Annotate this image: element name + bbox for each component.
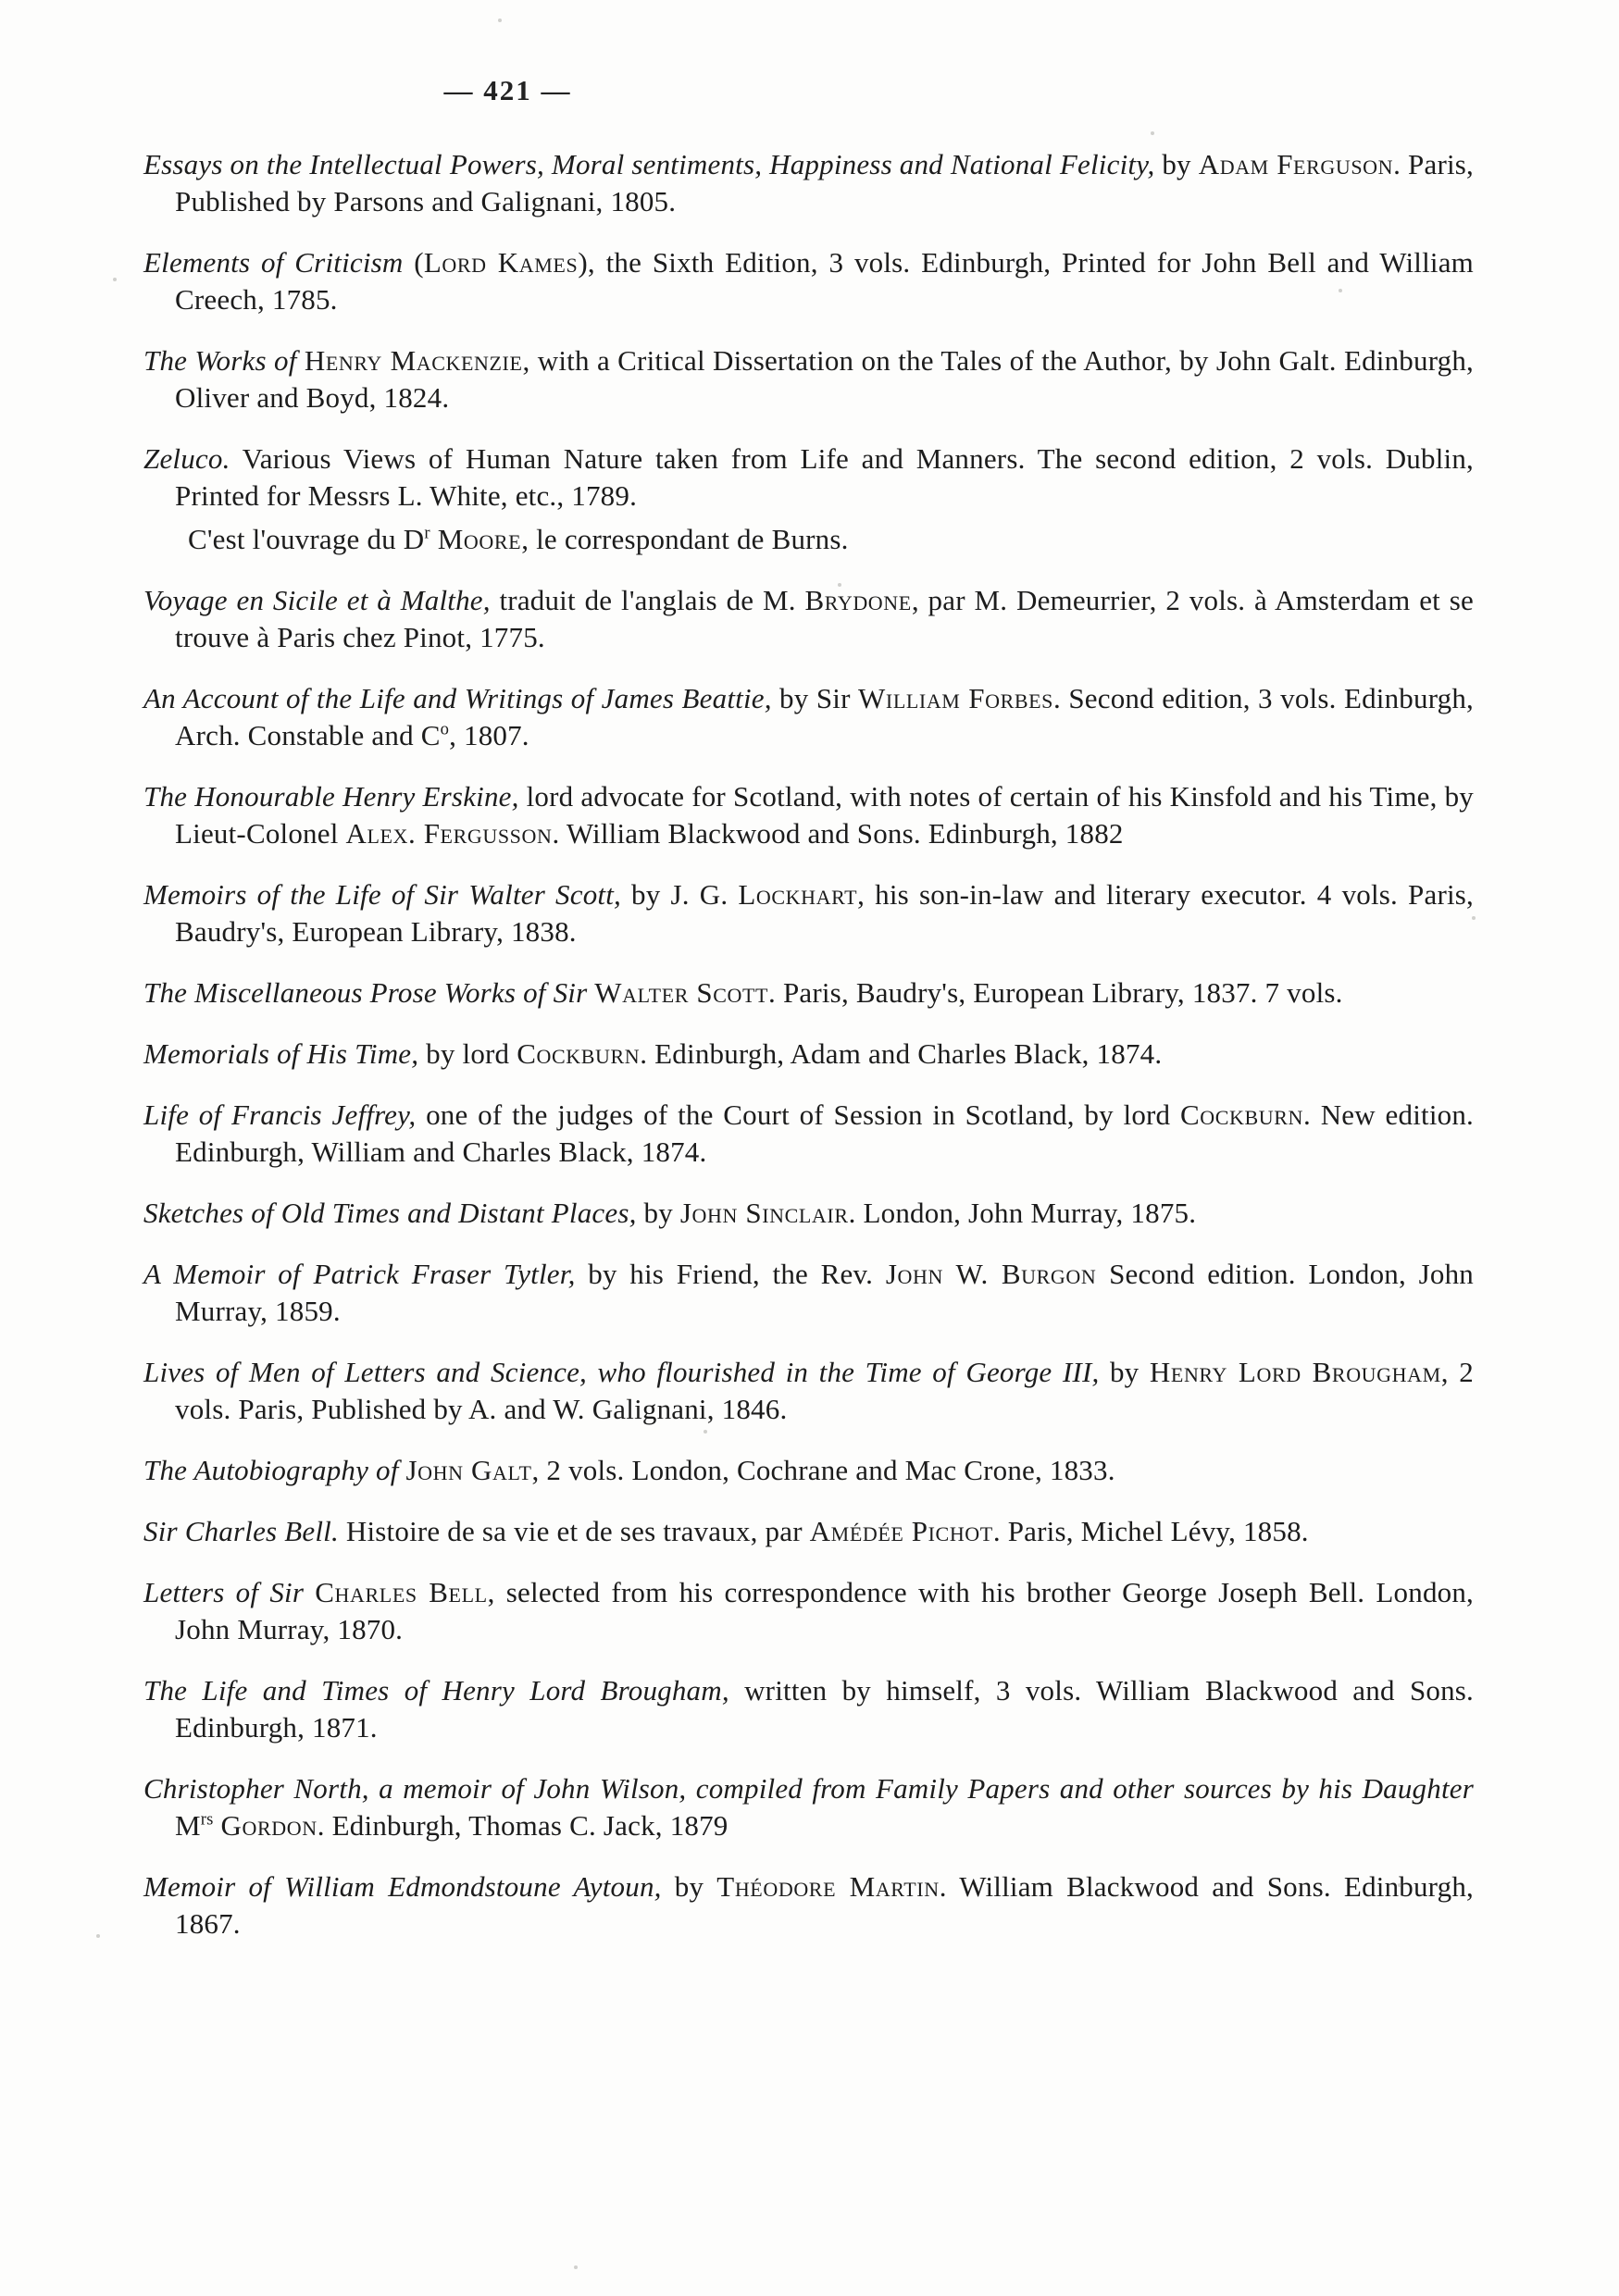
entry-paragraph [143,146,1474,220]
bibliography-entry [143,1672,1474,1746]
bibliography-entry [143,1256,1474,1330]
bibliography-entry [143,1036,1474,1073]
entry-segment-smallcaps: John Sinclair [679,1197,849,1229]
entry-segment-superscript: r [424,523,430,543]
entry-segment-regular: . New edition. Edinburgh, William and Charles Black, 1874. [175,1098,1474,1168]
entry-segment-regular: by [661,1870,717,1903]
entry-paragraph [143,876,1474,950]
scan-speck [574,2265,578,2269]
entry-segment-regular: Second edition. London, John Murray, 1859. [175,1258,1474,1327]
entry-segment-regular: . Paris, Published by Parsons and Galignani, 1805. [175,148,1474,217]
scan-speck [498,19,502,22]
bibliography-entry [143,342,1474,416]
entry-segment-smallcaps: Amédée Pichot [809,1515,993,1547]
bibliography-entry [143,680,1474,754]
entry-segment-italic: The Autobiography of [143,1454,406,1486]
entry-segment-regular: Various Views of Human Nature taken from Life and Manners. The second edition, 2 vols. Dublin, Printed for Messrs L. White, etc., 1789. [175,442,1474,512]
entry-segment-regular: . Second edition, 3 vols. Edinburgh, Arch. Constable and C [175,682,1475,751]
entry-segment-smallcaps: Brydone [804,584,912,616]
entry-segment-regular: . Edinburgh, Thomas C. Jack, 1879 [317,1809,729,1842]
entry-segment-regular: , with a Critical Dissertation on the Tales of the Author, by John Galt. Edinburgh, Oliver and Boyd, 1824. [175,344,1475,414]
entry-segment-regular: by [636,1197,680,1229]
entry-paragraph [143,1097,1474,1171]
entry-segment-regular: Histoire de sa vie et de ses travaux, par [338,1515,810,1547]
entry-segment-regular: written by himself, 3 vols. William Blackwood and Sons. Edinburgh, 1871. [175,1674,1475,1744]
entry-segment-regular: , selected from his correspondence with his brother George Joseph Bell. London, John Murray, 1870. [175,1576,1474,1645]
entry-segment-regular: by [1099,1356,1150,1388]
entry-segment-italic: Zeluco. [143,442,230,475]
entry-paragraph [143,1868,1474,1942]
bibliography-entry [143,1354,1474,1428]
entry-list [143,146,1474,1942]
entry-paragraph [143,778,1474,852]
entry-paragraph [143,441,1474,515]
entry-segment-regular [430,523,438,555]
scan-speck [1472,916,1476,920]
entry-segment-regular: by his Friend, the Rev. [575,1258,886,1290]
entry-segment-smallcaps: Lockhart [738,878,858,911]
bibliography-entry [143,582,1474,656]
entry-paragraph [143,1354,1474,1428]
entry-segment-regular: lord advocate for Scotland, with notes of certain of his Kinsfold and his Time, by Lieut-Colonel [175,780,1474,850]
entry-segment-smallcaps: Charles Bell [315,1576,488,1608]
bibliography-entry [143,876,1474,950]
entry-paragraph [143,582,1474,656]
bibliography-entry [143,1770,1474,1844]
entry-paragraph [143,1574,1474,1648]
entry-segment-regular: , le correspondant de Burns. [521,523,849,555]
entry-segment-regular: C'est l'ouvrage du D [188,523,425,555]
bibliography-entry [143,1452,1474,1489]
entry-segment-smallcaps: Théodore Martin [716,1870,940,1903]
entry-segment-italic: Memoir of William Edmondstoune Aytoun, [143,1870,662,1903]
scan-speck [704,1430,707,1433]
entry-segment-regular: , 2 vols. London, Cochrane and Mac Crone, 1833. [531,1454,1115,1486]
entry-segment-italic: Elements of Criticism [143,246,404,279]
entry-paragraph [143,1770,1474,1844]
entry-segment-regular: . Paris, Michel Lévy, 1858. [992,1515,1309,1547]
bibliography-entry [143,974,1474,1011]
entry-segment-italic: Memorials of His Time, [143,1037,419,1070]
entry-segment-italic: Lives of Men of Letters and Science, who flourished in the Time of George III, [143,1356,1100,1388]
entry-segment-regular: . William Blackwood and Sons. Edinburgh, 1882 [552,817,1124,850]
entry-note [143,521,1474,558]
entry-segment-regular: . London, John Murray, 1875. [848,1197,1197,1229]
entry-segment-regular: by Sir [771,682,859,714]
entry-segment-italic: Life of Francis Jeffrey, [143,1098,417,1131]
entry-segment-italic: A Memoir of Patrick Fraser Tytler, [143,1258,576,1290]
entry-segment-superscript: rs [200,1809,214,1830]
entry-segment-superscript: o [440,719,450,739]
entry-segment-regular: by J. G. [620,878,739,911]
bibliography-entry [143,1868,1474,1942]
entry-segment-italic: Letters of Sir [143,1576,316,1608]
scan-speck [1398,1883,1401,1887]
entry-paragraph [143,1452,1474,1489]
bibliography-entry [143,146,1474,220]
entry-paragraph [143,1672,1474,1746]
scan-speck [838,583,841,587]
entry-segment-italic: Essays on the Intellectual Powers, Moral sentiments, Happiness and National Felicity, [143,148,1155,180]
entry-segment-smallcaps: Adam Ferguson [1198,148,1394,180]
scan-speck [113,278,117,281]
entry-segment-smallcaps: Gordon [220,1809,318,1842]
scan-speck [1339,289,1342,292]
bibliography-entry [143,1195,1474,1232]
entry-segment-smallcaps: Alex. Fergusson [345,817,553,850]
bibliography-entry [143,1097,1474,1171]
bibliography-entry [143,778,1474,852]
entry-segment-regular: ), the Sixth Edition, 3 vols. Edinburgh, Printed for John Bell and William Creech, 1785. [175,246,1474,316]
entry-paragraph [143,680,1474,754]
entry-segment-italic: The Life and Times of Henry Lord Brougham, [143,1674,729,1706]
entry-segment-regular: by [1154,148,1199,180]
entry-segment-regular: , 1807. [449,719,529,751]
entry-segment-italic: An Account of the Life and Writings of James Beattie, [143,682,772,714]
entry-paragraph [143,244,1474,318]
page-number: — 421 — [443,74,572,106]
entry-segment-regular: . Edinburgh, Adam and Charles Black, 1874. [640,1037,1163,1070]
bibliography-entry [143,1513,1474,1550]
entry-segment-smallcaps: Walter Scott [594,976,769,1009]
entry-paragraph [143,1256,1474,1330]
entry-segment-regular: . William Blackwood and Sons. Edinburgh, 1867. [175,1870,1474,1940]
entry-segment-smallcaps: William Forbes [858,682,1054,714]
entry-segment-italic: Voyage en Sicile et à Malthe, [143,584,491,616]
entry-segment-regular: traduit de l'anglais de M. [490,584,805,616]
entry-paragraph [143,342,1474,416]
entry-segment-smallcaps: John Galt [405,1454,532,1486]
bibliography-entry [143,1574,1474,1648]
entry-paragraph [143,1195,1474,1232]
entry-segment-smallcaps: John W. Burgon [885,1258,1097,1290]
entry-paragraph [143,1036,1474,1073]
bibliography-entry [143,441,1474,558]
bibliography-entry [143,244,1474,318]
entry-segment-italic: Memoirs of the Life of Sir Walter Scott, [143,878,621,911]
entry-segment-smallcaps: Cockburn [517,1037,641,1070]
entry-segment-smallcaps: Moore [437,523,522,555]
entry-segment-regular: , 2 vols. Paris, Published by A. and W. Galignani, 1846. [175,1356,1474,1425]
entry-segment-smallcaps: Cockburn [1179,1098,1304,1131]
entry-segment-italic: The Honourable Henry Erskine, [143,780,519,813]
entry-segment-regular: one of the judges of the Court of Session in Scotland, by lord [416,1098,1180,1131]
entry-segment-italic: The Works of [143,344,305,377]
entry-segment-regular: by lord [418,1037,517,1070]
entry-segment-italic: Sir Charles Bell. [143,1515,339,1547]
entry-segment-regular: , par M. Demeurrier, 2 vols. à Amsterdam et se trouve à Paris chez Pinot, 1775. [175,584,1474,653]
scan-speck [1151,131,1154,135]
entry-segment-smallcaps: Henry Lord Brougham [1149,1356,1441,1388]
entry-segment-regular: , his son-in-law and literary executor. 4 vols. Paris, Baudry's, European Library, 1838. [175,878,1474,948]
scan-speck [96,1934,100,1938]
entry-paragraph [143,1513,1474,1550]
entry-segment-italic: Sketches of Old Times and Distant Places, [143,1197,637,1229]
entry-segment-italic: Christopher North, a memoir of John Wilson, compiled from Family Papers and other sources by his Daughter [143,1772,1474,1805]
entry-segment-regular [214,1809,221,1842]
entry-segment-italic: The Miscellaneous Prose Works of Sir [143,976,595,1009]
entry-segment-smallcaps: Lord Kames [423,246,579,279]
entry-segment-regular: ( [403,246,424,279]
entry-segment-smallcaps: Henry Mackenzie [304,344,523,377]
entry-segment-regular: M [175,1809,201,1842]
entry-paragraph [143,974,1474,1011]
entry-segment-regular: . Paris, Baudry's, European Library, 1837. 7 vols. [768,976,1343,1009]
